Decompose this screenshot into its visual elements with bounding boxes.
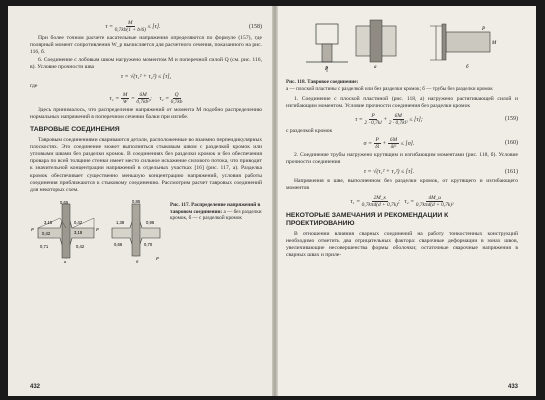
force-label: P: [31, 227, 34, 233]
book-spread: [8, 6, 536, 396]
page-number: 433: [507, 384, 518, 390]
where-label: где: [30, 83, 38, 90]
force-label: P: [156, 256, 159, 262]
formula-tau: τ₁ = $\frac{M}{W}$ = $\frac{6M}{\text{0,7kb²}}$ ; τ₂ = $\frac{Q}{0,7kb}$: [109, 92, 183, 106]
figure-letter: б: [136, 259, 139, 265]
figure-letter: а: [374, 65, 377, 70]
figure-letter: а: [64, 259, 67, 265]
section-heading: НЕКОТОРЫЕ ЗАМЕЧАНИЯ И РЕКОМЕНДАЦИИ К ПРОЕКТИРОВАНИЮ: [286, 211, 449, 227]
force-label: P: [482, 27, 486, 32]
value-label: 0,85: [132, 199, 141, 205]
value-label: 0,71: [40, 244, 49, 250]
book-gutter: [272, 6, 278, 396]
figure-117: [30, 198, 262, 264]
value-label: 0,42: [74, 220, 83, 226]
formula-main: τ = √(τ₁² + τ₂²) ≤ [τ],: [120, 74, 172, 81]
right-page: [272, 6, 536, 396]
formula-159: τ = $\frac{P}{2 \cdot 0,7kl}$ + $\frac{6M}{\text{2 · 0,7kl²}}$ ≤ [τ]; (159): [355, 112, 518, 126]
formula-158: τ = $\frac{M}{0,7kb(1 + b/6)}$ ≤ [τ]. (158): [105, 20, 262, 33]
paragraph: Здесь принималось, что распределение напряжений от момента M подобно распределению нормальных напряжений в поперечном сечении балки при изгибе.: [30, 107, 262, 121]
value-label: 0,65: [60, 200, 69, 206]
page-number: 432: [30, 384, 41, 390]
force-label: P: [96, 227, 99, 233]
paragraph: с разделкой кромок: [286, 127, 333, 134]
paragraph: 6. Соединение с лобовым швом нагружено моментом M и поперечной силой Q (см. рис. 116, в). Условие прочности шва: [30, 56, 262, 70]
left-page: [8, 6, 272, 396]
paragraph: 2. Соединение трубы нагружено крутящим и изгибающим моментами (рис. 118, б). Условие прочности соединения: [286, 151, 518, 165]
formula-161: τ = √(τ₁² + τ₂²) ≤ [τ]. (161): [363, 169, 518, 176]
value-label: 0,70: [144, 242, 153, 248]
formula-tau-pipe: τ₁ = $\frac{2M\_к}{\text{0,7kπd(d + 0,7k)}}$ ; τ₂ = $\frac{4M\_и}{\text{0,7kπd(d + 0,7k)²}}$: [350, 194, 454, 208]
moment-label: M: [492, 41, 497, 46]
section-heading: ТАВРОВЫЕ СОЕДИНЕНИЯ: [30, 125, 120, 133]
figure-caption: Рис. 117. Распределение напряжений в тавровом соединении: а — без разделки кромок, б — с разделкой кромок: [170, 202, 262, 222]
value-label: 1,38: [116, 220, 125, 226]
figure-118: [286, 16, 518, 72]
stress-diagram-b: [108, 198, 164, 264]
force-label: P: [325, 67, 329, 72]
value-label: 0,42: [76, 244, 85, 250]
value-label: 0,96: [146, 220, 155, 226]
value-label: 0,66: [114, 242, 123, 248]
value-label: 3,15: [44, 220, 53, 226]
figure-letter: б: [466, 65, 469, 70]
paragraph: Напряжения в шве, выполненном без разделки кромок, от крутящего и изгибающего моментов: [286, 178, 518, 192]
stress-diagram-a: [30, 198, 102, 264]
value-label: 0,42: [42, 231, 51, 237]
figure-caption: Рис. 118. Тавровое соединение: а — плоской пластины с разделкой или без разделки кромок; б — трубы без разделки кромок: [286, 79, 493, 92]
paragraph: При более точном расчете касательные напряжения определяются по формуле (157), где полярный момент сопротивления W_p вычисляется для расчетного сечения, показанного на рис. 116, б.: [30, 35, 262, 56]
paragraph: 1. Соединение с плоской пластиной (рис. 118, а) нагружено растягивающей силой и изгибающим моментом. Условие прочности соединения без разделки кромок: [286, 96, 518, 110]
formula-160: σ = $\frac{P}{\delta l}$ + $\frac{6M}{\text{δl²}}$ ≤ [σ]. (160): [363, 136, 518, 150]
paragraph: Тавровым соединениями свариваются детали, расположенные во взаимно перпендикулярных плоскостях. Это соединение может выполняться стыковым швом с разделкой кромок или угловыми швами без разделки кромок. В соединениях без разделки кромок и без обеспечения провара по всей толщине стенки имеет место сильное искажение силового потока, что приводит к значительной концентрации напряжений в отдельных участках [16] (рис. 117, а). Разделка кромок обеспечивает существенно меньшую концентрацию напряжений, условия работы соединения приближаются к стыковому соединению. Рассмотрим расчет тавровых соединений для некоторых схем.: [30, 136, 262, 194]
value-label: 3,18: [74, 230, 83, 236]
paragraph: В отношении влияния сварных соединений на работу тонкостенных конструкций необходимо отметить два отрицательных фактора: сварочные деформации в зонах швов, увеличивающие несовершенства формы оболочки; остаточные сварочные напряжения в сварных швах и приле-: [286, 230, 518, 259]
